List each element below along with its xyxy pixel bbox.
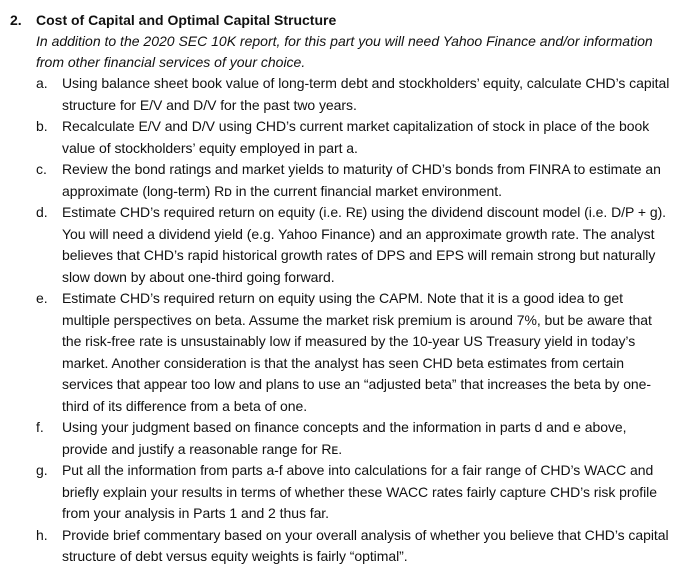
task-letter: d.: [36, 204, 48, 220]
task-item-d: [36, 202, 673, 288]
task-letter: g.: [36, 462, 48, 478]
task-letter: f.: [36, 419, 44, 435]
task-text: Using balance sheet book value of long-term debt and stockholders’ equity, calculate CHD’s capital structure for E/V and D/V for the past two years.: [62, 75, 670, 113]
task-text: Recalculate E/V and D/V using CHD’s current market capitalization of stock in place of the book value of stockholders’ equity employed in part a.: [62, 118, 650, 156]
task-text: Estimate CHD’s required return on equity using the CAPM. Note that it is a good idea to get multiple perspectives on beta. Assume the market risk premium is around 7%, but be aware that the risk-free rate is unsustainably low if measured by the 10-year US Treasury yield in today’s market. Another consideration is that the analyst has seen CHD beta estimates from certain services that appear too low and plans to use an “adjusted beta” that increases the beta by one-third of its difference from a beta of one.: [62, 290, 652, 414]
section-number: 2.: [10, 12, 22, 28]
task-letter: c.: [36, 161, 47, 177]
task-item-f: [36, 417, 673, 460]
task-text: Review the bond ratings and market yields to maturity of CHD’s bonds from FINRA to estimate an approximate (long-term) Rᴅ in the current financial market environment.: [62, 161, 661, 199]
task-item-e: [36, 288, 673, 417]
task-letter: b.: [36, 118, 48, 134]
task-item-a: [36, 73, 673, 116]
task-item-g: [36, 460, 673, 525]
section-heading: [10, 10, 673, 31]
task-letter: h.: [36, 526, 48, 543]
task-list: [10, 73, 673, 568]
task-letter: e.: [36, 290, 48, 306]
task-text: Put all the information from parts a-f above into calculations for a fair range of CHD’s WACC and briefly explain your results in terms of whether these WACC rates fairly capture CHD’s risk profile from your analysis in Parts 1 and 2 thus far.: [62, 462, 657, 521]
task-text: Provide brief commentary based on your overall analysis of whether you believe that CHD’s capital structure of debt versus equity weights is fairly “optimal”.: [62, 526, 669, 564]
task-item-b: [36, 116, 673, 159]
task-text: Using your judgment based on finance concepts and the information in parts d and e above, provide and justify a reasonable range for Rᴇ.: [62, 419, 627, 457]
section-title: Cost of Capital and Optimal Capital Structure: [36, 12, 337, 28]
task-item-h: [36, 525, 673, 568]
task-item-c: [36, 159, 673, 202]
task-text: Estimate CHD’s required return on equity (i.e. Rᴇ) using the dividend discount model (i.e. D/P + g). You will need a dividend yield (e.g. Yahoo Finance) and an approximate growth rate. The analyst believes that CHD’s rapid historical growth rates of DPS and EPS will remain strong but naturally slow down by about one-third going forward.: [62, 204, 667, 285]
section-intro: In addition to the 2020 SEC 10K report, for this part you will need Yahoo Finance and/or information from other financial services of your choice.: [36, 33, 653, 70]
task-letter: a.: [36, 75, 48, 91]
